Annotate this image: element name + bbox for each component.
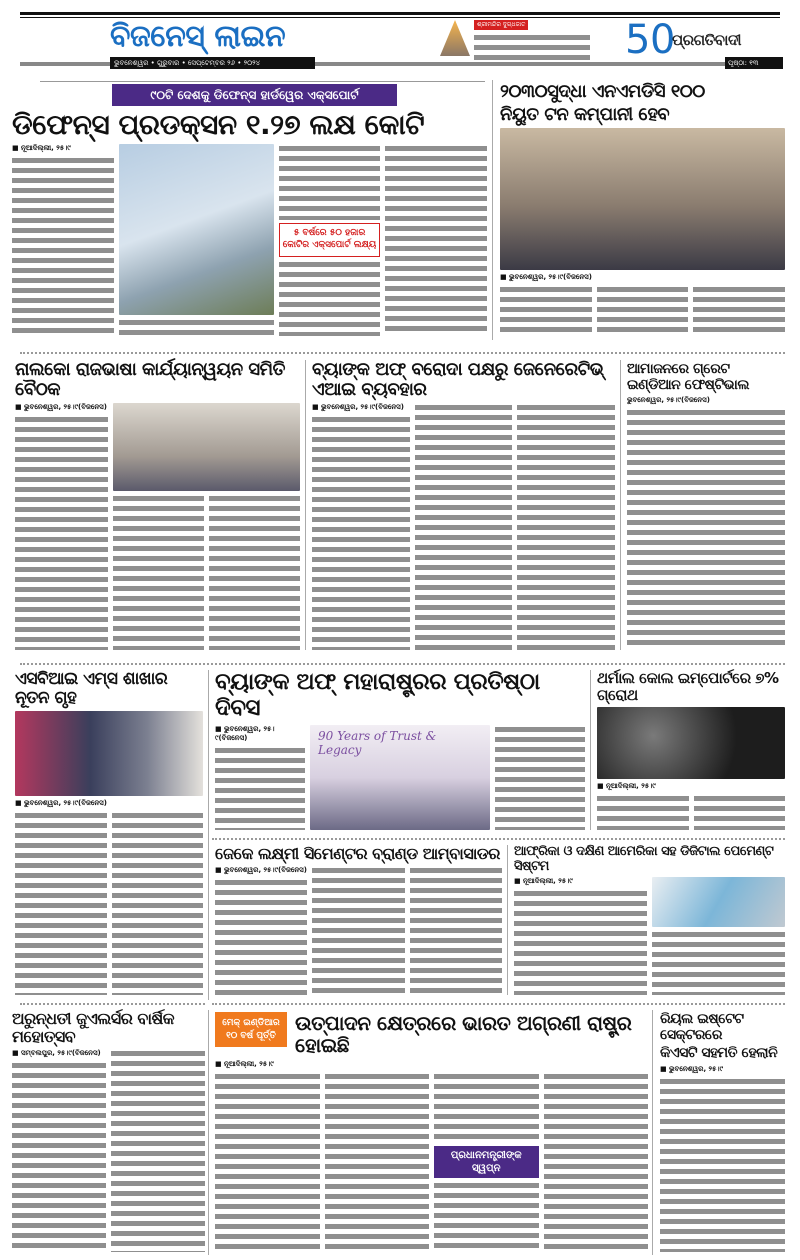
section-separator <box>212 1003 785 1005</box>
story-headline: ରିୟଲ ଇଷ୍ଟେଟ ସେକ୍ଟରରେ <box>660 1011 744 1043</box>
tag-line: ୧୦ ବର୍ଷ ପୂର୍ତ୍ତି <box>226 1030 276 1041</box>
sbi-inauguration-photo <box>15 711 203 796</box>
article-body <box>415 403 513 650</box>
top-rule <box>20 12 780 15</box>
article-body <box>597 285 689 337</box>
bank-event-photo <box>310 725 490 831</box>
dateline: ■ ଭୁବନେଶ୍ୱର, ୨୫।୯(ବିଜନେସ) <box>215 865 307 874</box>
story-nmdc <box>500 82 785 337</box>
story-coal <box>597 670 785 830</box>
article-body <box>693 285 785 337</box>
dateline: ଭୁବନେଶ୍ୱର, ୨୫।୯(ବିଜନେସ) <box>627 396 710 405</box>
dateline: ■ ଭୁବନେଶ୍ୱର, ୨୫।୯(ବିଜନେସ) <box>215 724 275 742</box>
temple-icon <box>440 20 470 56</box>
ad-label: ଶ୍ରୀମନ୍ଦିର ଦୁଗ୍ଧଜାତ <box>474 20 528 30</box>
section-separator <box>212 838 785 840</box>
article-body <box>215 746 305 830</box>
story-headline: ବ୍ୟାଙ୍କ ଅଫ୍ ବରୋଦା ପକ୍ଷରୁ ଜେନେରେଟିଭ୍ ଏଆଇ ବ୍ୟବହାର <box>312 359 604 401</box>
dateline: ■ ନୂଆଦିଲ୍ଲୀ, ୨୫।୯ <box>514 877 573 886</box>
article-body <box>434 1181 539 1252</box>
column-divider <box>492 80 493 340</box>
article-body <box>279 144 381 220</box>
column-divider <box>590 670 591 830</box>
dateline: ■ ସମ୍ବଲପୁର, ୨୫।୯(ବିଜନେସ) <box>12 1048 101 1057</box>
article-body <box>627 408 785 647</box>
make-in-india-tag <box>215 1012 287 1047</box>
column-divider <box>208 670 209 1000</box>
article-body <box>385 144 487 336</box>
article-body <box>113 494 204 650</box>
article-body <box>500 285 592 337</box>
photo-banner-text: 90 Years of Trust & Legacy <box>318 728 437 757</box>
story-digital-payment <box>514 845 785 995</box>
article-body <box>597 794 689 830</box>
story-nalco <box>15 360 300 650</box>
article-body <box>514 889 647 995</box>
paper-name: ପ୍ରଗତିବାଦୀ <box>672 31 742 49</box>
dateline-bar: ଭୁବନେଶ୍ୱର • ଗୁରୁବାର • ସେପ୍ଟେମ୍ବର ୨୬ • ୨୦୨୪ <box>110 57 315 69</box>
column-divider <box>208 1010 209 1255</box>
story-defence <box>12 84 487 336</box>
article-body <box>517 403 615 650</box>
dateline: ■ ଭୁବନେଶ୍ୱର, ୨୫।୯(ବିଜନେସ) <box>500 272 592 281</box>
nmdc-event-photo <box>500 128 785 270</box>
article-body <box>410 866 502 995</box>
story-headline: ନିୟୁତ ଟନ କମ୍ପାନୀ ହେବ <box>500 104 670 126</box>
article-body <box>112 811 204 995</box>
article-body <box>15 415 108 650</box>
coal-photo <box>597 707 785 779</box>
article-body <box>312 415 410 650</box>
article-body <box>652 930 785 995</box>
story-bank-of-baroda <box>312 360 615 650</box>
story-headline: ବ୍ୟାଙ୍କ ଅଫ୍ ମହାରାଷ୍ଟ୍ରର ପ୍ରତିଷ୍ଠା ଦିବସ <box>215 669 540 721</box>
story-headline: ଅରୁନ୍ଧତୀ ଜୁଏଲର୍ସର ବାର୍ଷିକ ମହୋତ୍ସବ <box>12 1009 175 1046</box>
column-divider <box>305 360 306 650</box>
article-body <box>495 725 585 831</box>
ad-text <box>474 33 590 60</box>
dateline: ■ ଭୁବନେଶ୍ୱର, ୨୫।୯ <box>660 1065 724 1074</box>
dateline: ■ ଭୁବନେଶ୍ୱର, ୨୫।୯(ବିଜନେସ) <box>15 799 107 808</box>
story-headline: କିଏସଟି ସହମତି ହେଲାନି <box>660 1045 778 1062</box>
lead-headline: ଡିଫେନ୍ସ ପ୍ରଡକ୍ସନ ୧.୨୭ ଲକ୍ଷ କୋଟି <box>12 108 425 142</box>
dateline: ■ ନୂଆଦିଲ୍ଲୀ, ୨୫।୯ <box>215 1059 274 1068</box>
story-headline: ନାଲକୋ ରାଜଭାଷା କାର୍ଯ୍ୟାନ୍ୱୟନ ସମିତି ବୈଠକ <box>15 359 285 401</box>
payment-photo <box>652 877 785 927</box>
article-body <box>15 811 107 995</box>
temple-ad <box>440 20 590 60</box>
dateline: ■ ନୂଆଦିଲ୍ଲୀ, ୨୫।୯ <box>12 143 71 152</box>
story-headline: ଏସବିଆଇ ଏମ୍‌ସ ଶାଖାର ନୂତନ ଗୃହ <box>15 669 168 709</box>
dateline: ■ ଭୁବନେଶ୍ୱର, ୨୫।୯(ବିଜନେସ) <box>312 403 404 412</box>
dateline: ■ ନୂଆଦିଲ୍ଲୀ, ୨୫।୯ <box>597 781 656 790</box>
story-headline: ଆମାଜନରେ ଗ୍ରେଟ ଇଣ୍ଡିଆନ ଫେଷ୍ଟିଭାଲ <box>627 361 750 393</box>
tag-line: ମେକ୍ ଇଣ୍ଡିଆର <box>222 1018 280 1028</box>
nalco-meeting-photo <box>113 403 300 491</box>
story-bank-of-maharashtra <box>215 670 585 830</box>
article-body <box>694 794 786 830</box>
story-real-estate <box>660 1012 785 1252</box>
story-amazon <box>627 362 785 647</box>
story-headline: ଉତ୍ପାଦନ କ୍ଷେତ୍ରରେ ଭାରତ ଅଗ୍ରଣୀ ରାଷ୍ଟ୍ର ହୋଇଛି <box>295 1011 632 1058</box>
article-body <box>12 156 114 336</box>
story-headline: ୨୦୩୦ସୁଦ୍ଧା ଏନଏମଡିସି ୧୦୦ <box>500 81 705 102</box>
article-body <box>209 494 300 650</box>
column-divider <box>652 1010 653 1255</box>
article-body <box>312 866 404 995</box>
anniversary-logo: 50 <box>625 17 675 63</box>
article-body <box>215 878 307 995</box>
section-separator <box>20 663 785 665</box>
story-jewellers <box>12 1010 205 1252</box>
subhead-box: ପ୍ରଧାନମନ୍ତ୍ରୀଙ୍କ ସ୍ୱପ୍ନ <box>434 1146 539 1178</box>
story-headline: ଆଫ୍ରିକା ଓ ଦକ୍ଷିଣ ଆମେରିକା ସହ ଡିଜିଟାଲ ପେମେଣ୍ଟ ସିଷ୍ଟମ <box>514 844 774 874</box>
section-separator <box>20 1003 205 1005</box>
dateline: ■ ଭୁବନେଶ୍ୱର, ୨୫।୯(ବିଜନେସ) <box>15 403 107 412</box>
fighter-jet-photo <box>119 144 274 315</box>
story-kicker: ୯୦ଟି ଦେଶକୁ ଡିଫେନ୍ସ ହାର୍ଡୱେର ଏକ୍ସପୋର୍ଟ <box>112 84 397 106</box>
article-body <box>660 1077 785 1252</box>
section-separator <box>20 352 785 354</box>
story-sbi <box>15 670 203 995</box>
article-body <box>12 1061 106 1252</box>
article-body <box>544 1072 649 1252</box>
column-divider <box>620 360 621 650</box>
article-body <box>215 1072 320 1252</box>
callout-box: ୫ ବର୍ଷରେ ୫୦ ହଜାର କୋଟିର ଏକ୍ସପୋର୍ଟ ଲକ୍ଷ୍ୟ <box>279 223 381 256</box>
story-make-in-india <box>215 1012 648 1252</box>
article-body <box>434 1072 539 1143</box>
column-divider <box>507 845 508 995</box>
article-body <box>325 1072 430 1252</box>
kicker-rule <box>40 81 485 82</box>
article-body <box>119 318 274 336</box>
article-body <box>111 1049 205 1252</box>
story-jk-lakshmi <box>215 845 502 995</box>
page-number: ପୃଷ୍ଠା: ୧୩ <box>725 57 783 69</box>
story-headline: ଥର୍ମାଲ କୋଲ ଇମ୍ପୋର୍ଟରେ ୭% ଗ୍ରୋଥ <box>597 669 779 704</box>
story-headline: ଜେକେ ଲକ୍ଷ୍ମୀ ସିମେଣ୍ଟର ବ୍ରାଣ୍ଡ ଆମ୍ବାସାଡର <box>215 844 500 863</box>
article-body <box>279 260 381 336</box>
section-title: ବିଜନେସ୍ ଲାଇନ <box>110 19 286 54</box>
